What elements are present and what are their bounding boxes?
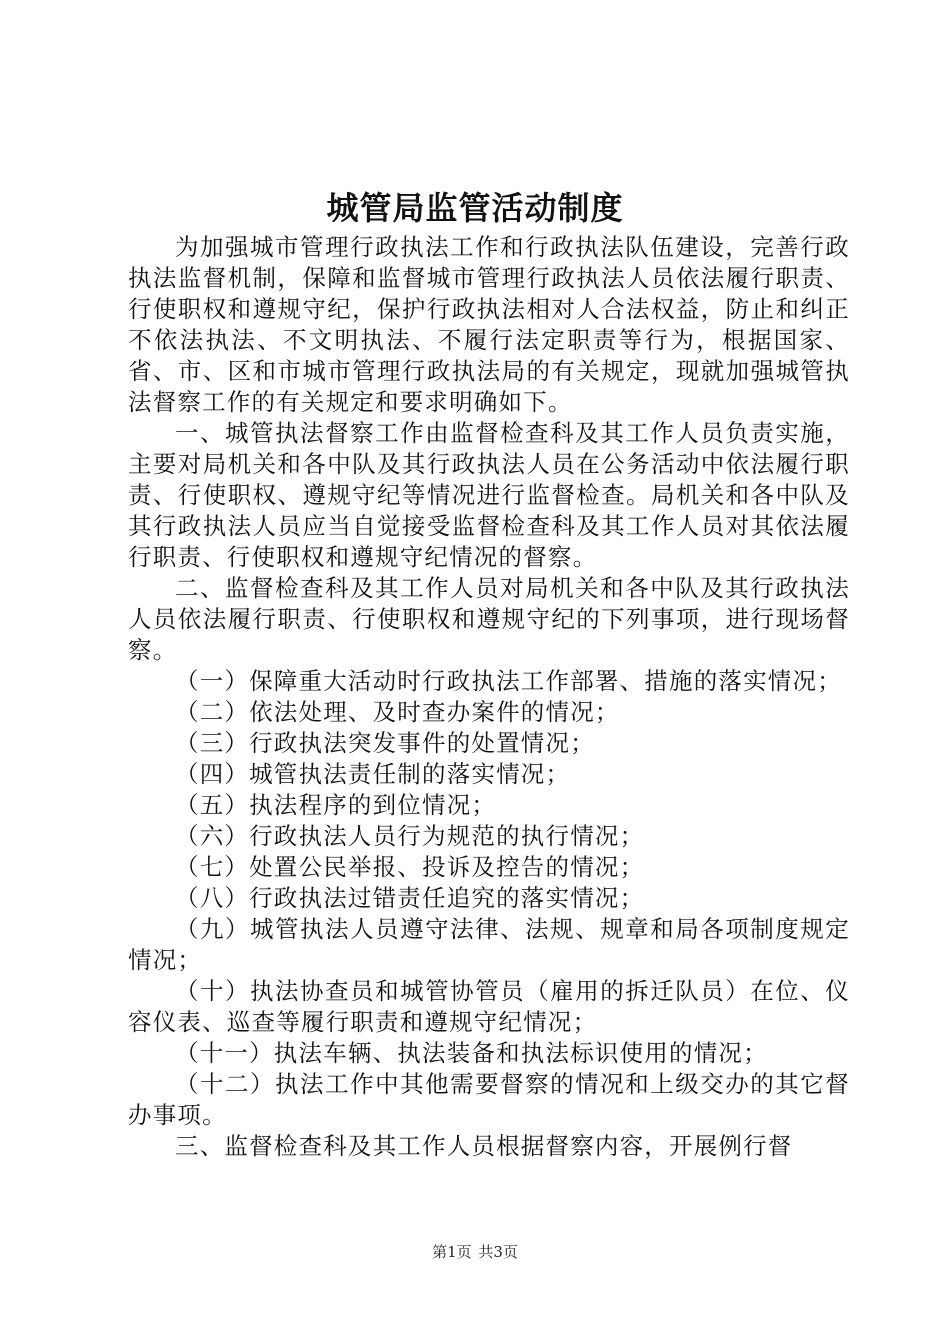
page-number: 第1页	[432, 1243, 472, 1261]
list-item-12: （十二）执法工作中其他需要督察的情况和上级交办的其它督办事项。	[128, 1070, 850, 1129]
paragraph-intro: 为加强城市管理行政执法工作和行政执法队伍建设，完善行政执法监督机制，保障和监督城市管理行政执法人员依法履行职责、行使职权和遵规守纪，保护行政执法相对人合法权益，防止和纠正不依法执法、不文明执法、不履行法定职责等行为，根据国家、省、市、区和市城市管理行政执法局的有关规定，现就加强城管执法督察工作的有关规定和要求明确如下。	[128, 233, 850, 416]
list-item-2: （二）依法处理、及时查办案件的情况；	[175, 698, 620, 726]
list-item-3: （三）行政执法突发事件的处置情况；	[175, 729, 595, 757]
document-title: 城管局监管活动制度	[326, 189, 624, 227]
list-item-6: （六）行政执法人员行为规范的执行情况；	[175, 822, 645, 850]
list-item-8: （八）行政执法过错责任追究的落实情况；	[175, 884, 645, 912]
list-item-4: （四）城管执法责任制的落实情况；	[175, 760, 571, 788]
paragraph-section-3: 三、监督检查科及其工作人员根据督察内容，开展例行督	[175, 1132, 793, 1160]
list-item-5: （五）执法程序的到位情况；	[175, 791, 497, 819]
list-item-10: （十）执法协查员和城管协管员（雇用的拆迁队员）在位、仪容仪表、巡查等履行职责和遵规守纪情况；	[128, 977, 850, 1036]
list-item-7: （七）处置公民举报、投诉及控告的情况；	[175, 853, 645, 881]
document-body	[128, 232, 850, 1162]
page-footer	[0, 1241, 950, 1263]
list-item-1: （一）保障重大活动时行政执法工作部署、措施的落实情况；	[175, 667, 842, 695]
list-item-9: （九）城管执法人员遵守法律、法规、规章和局各项制度规定情况；	[128, 915, 850, 974]
list-item-11: （十一）执法车辆、执法装备和执法标识使用的情况；	[175, 1039, 768, 1067]
paragraph-section-1: 一、城管执法督察工作由监督检查科及其工作人员负责实施，主要对局机关和各中队及其行政执法人员在公务活动中依法履行职责、行使职权、遵规守纪等情况进行监督检查。局机关和各中队及其行政执法人员应当自觉接受监督检查科及其工作人员对其依法履行职责、行使职权和遵规守纪情况的督察。	[128, 419, 850, 571]
page-total: 共3页	[478, 1243, 518, 1261]
paragraph-section-2: 二、监督检查科及其工作人员对局机关和各中队及其行政执法人员依法履行职责、行使职权和遵规守纪的下列事项，进行现场督察。	[128, 574, 850, 664]
